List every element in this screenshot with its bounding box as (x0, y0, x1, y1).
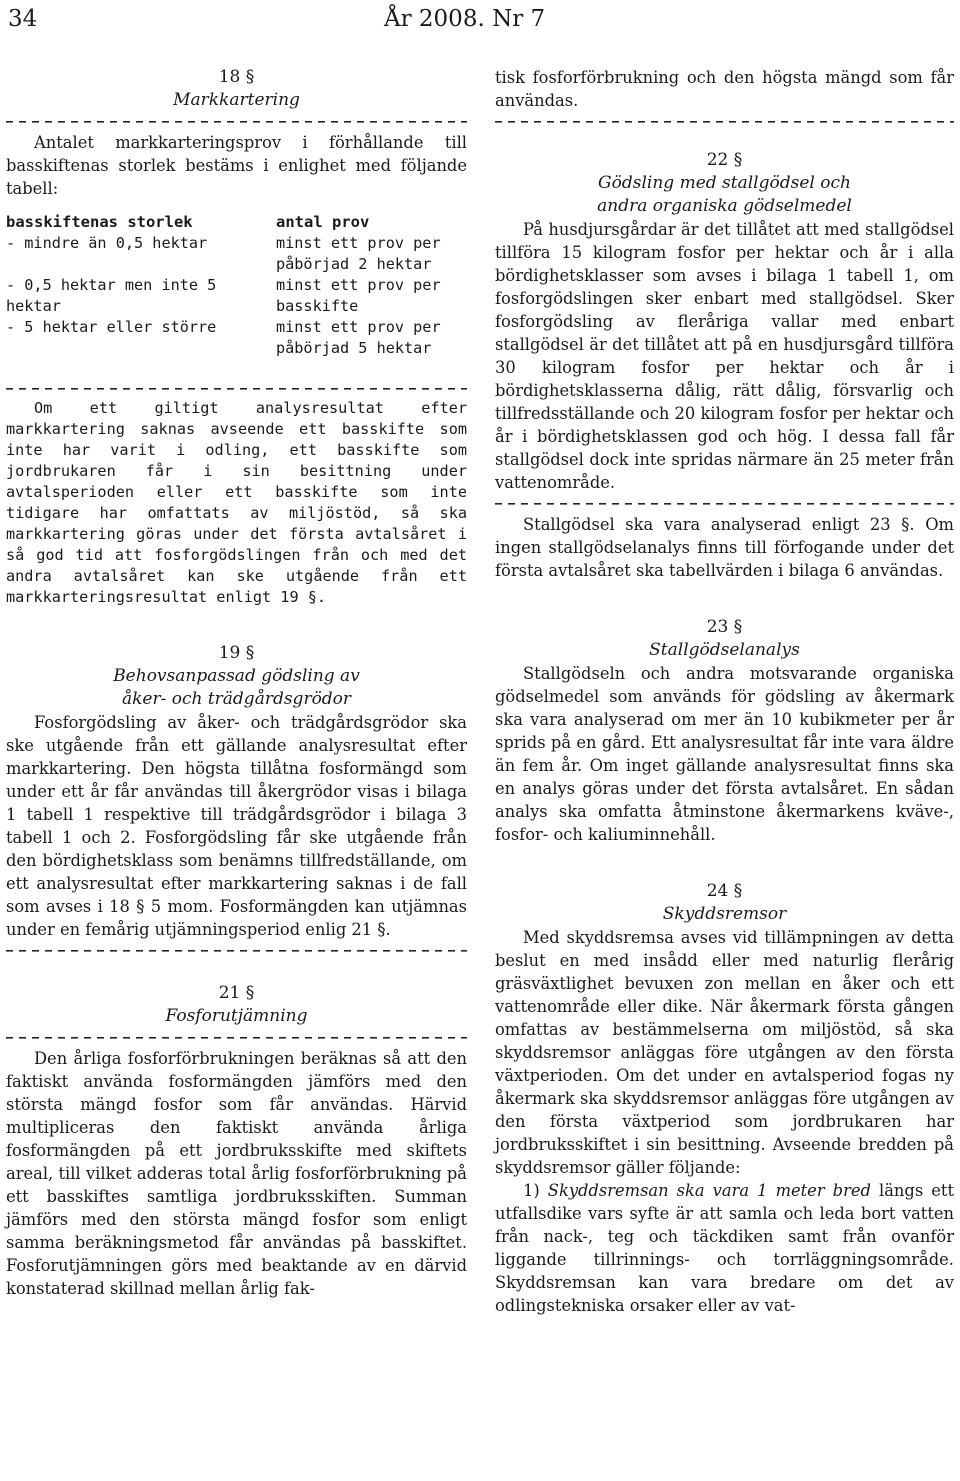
section-18-title: Markkartering (173, 90, 300, 110)
table-cell: - mindre än 0,5 hektar (6, 234, 208, 252)
dashed-divider (6, 1031, 467, 1043)
dashed-divider (495, 115, 954, 127)
table-header-samples: antal prov (276, 213, 370, 231)
section-22-title-line1: Gödsling med stallgödsel och (598, 173, 851, 193)
section-18-number: 18 § (218, 67, 255, 87)
left-column (6, 66, 467, 1300)
table-cell: - 0,5 hektar men inte 5 hektar (6, 276, 217, 315)
page-header (0, 4, 960, 34)
dashed-divider (6, 382, 467, 394)
section-23-number: 23 § (706, 617, 743, 637)
section-24-item-1 (495, 1179, 954, 1317)
section-21-title: Fosforutjämning (165, 1006, 308, 1026)
table-cell: minst ett prov per påbörjad 5 hektar (276, 318, 441, 357)
item-italic-text: Skyddsremsan ska vara 1 meter bred (547, 1181, 871, 1200)
table-row (6, 275, 467, 317)
right-column (495, 66, 954, 1317)
table-row (6, 233, 467, 275)
dashed-divider (495, 497, 954, 509)
section-23-paragraph: Stallgödseln och andra motsvarande organiska gödselmedel som används för gödsling av åkermark ska vara analyserad om mer än 10 kubikmeter per år sprids på en gård. Ett analysresultat får inte vara äldre än fem år. Om inget gällande analysresultat finns ska en analys göras under det första avtalsåret. En sådan analys ska omfatta åtminstone åkermarkens kväve-, fosfor- och kaliuminnehåll. (495, 664, 954, 844)
section-24-title: Skyddsremsor (662, 904, 787, 924)
section-21-paragraph: Den årliga fosforförbrukningen beräknas så att den faktiskt använda fosformängden jämförs med den största mängd fosfor som får användas. Härvid multipliceras den faktiskt använda årliga fosformängden på ett jordbruksskifte med skiftets areal, till vilket adderas total årlig fosforförbrukning på ett basskiftes samtliga jordbruksskiften. Summan jämförs med den största mängd fosfor som enligt samma beräkningsmetod får användas på basskiftet. Fosforutjämningen görs med beaktande av en därvid konstaterad skillnad mellan årlig fak- (6, 1049, 467, 1298)
section-19-number: 19 § (218, 643, 255, 663)
section-18-intro: Antalet markkarteringsprov i förhållande till basskiftenas storlek bestäms i enlighet med följande tabell: (6, 133, 467, 198)
section-22-paragraph: På husdjursgårdar är det tillåtet att med stallgödsel tillföra 15 kilogram fosfor per hektar och år i alla bördighetsklasser som avses i bilaga 1 tabell 1, om fosforgödslingen sker enbart med stallgödsel. Sker fosforgödsling av fleråriga vallar med enbart stallgödsel är det tillåtet att på en husdjursgård tillföra 30 kilogram fosfor per hektar och år i bördighetsklasserna dålig, rätt dålig, försvarlig och tillfredsställande och 20 kilogram fosfor per hektar och år i bördighetsklassen god och hög. I dessa fall får stallgödsel dock inte spridas närmare än 25 meter från vattenområde. (495, 220, 954, 492)
item-text: längs ett utfallsdike vars syfte är att samla och leda bort vatten från nack-, teg och täckdiken samt från ovanför liggande tillrinnings- och torrläggningsområde. Skyddsremsan kan vara bredare om det av odlingstekniska orsaker eller av vat- (495, 1181, 954, 1315)
section-22-title-line2: andra organiska gödselmedel (597, 196, 852, 216)
section-19-title-line2: åker- och trädgårdsgrödor (121, 689, 352, 709)
dashed-divider (6, 115, 467, 127)
section-23-title: Stallgödselanalys (649, 640, 800, 660)
page-number: 34 (8, 6, 38, 32)
section-19-paragraph: Fosforgödsling av åker- och trädgårdsgrödor ska ske utgående från ett gällande analysresultat efter markkartering. Den högsta tillåtna fosformängd som under ett år får användas till åkergrödor visas i bilaga 1 tabell 1 respektive till trädgårdsgrödor i bilaga 3 tabell 1 och 2. Fosforgödsling får ske utgående från den bördighetsklass som benämns tillfredställande, om ett analysresultat efter markkartering saknas i de fall som avses i 18 § 5 mom. Fosformängden kan utjämnas under en femårig utjämningsperiod enlig 21 §. (6, 713, 467, 939)
sample-table (6, 212, 467, 359)
section-19-title-line1: Behovsanpassad gödsling av (113, 666, 360, 686)
table-row (6, 317, 467, 359)
issue-label: År 2008. Nr 7 (384, 6, 546, 32)
table-cell: minst ett prov per påbörjad 2 hektar (276, 234, 441, 273)
item-number: 1) (523, 1181, 540, 1200)
dashed-divider (6, 944, 467, 956)
table-header-size: basskiftenas storlek (6, 213, 193, 231)
section-22-paragraph-2: Stallgödsel ska vara analyserad enligt 23 §. Om ingen stallgödselanalys finns till förfogande under det första avtalsåret ska tabellvärden i bilaga 6 användas. (495, 515, 954, 580)
table-cell: - 5 hektar eller större (6, 318, 217, 336)
section-21-number: 21 § (218, 983, 255, 1003)
table-cell: minst ett prov per basskifte (276, 276, 441, 315)
section-22-number: 22 § (706, 150, 743, 170)
section-21-continuation: tisk fosforförbrukning och den högsta mängd som får användas. (495, 68, 954, 110)
section-24-number: 24 § (706, 881, 743, 901)
section-24-paragraph: Med skyddsremsa avses vid tillämpningen av detta beslut en med insådd eller med naturlig flerårig gräsväxtlighet bevuxen zon mellan en åker och ett vattenområde eller dike. När åkermark första gången omfattas av bestämmelserna om miljöstöd, så ska skyddsremsor anläggas före utgången av den första växtperioden. Om det under en avtalsperiod fogas ny åkermark ska skyddsremsor anläggas före utgången av den första växtperiod som jordbrukaren har jordbruksskiftet i sin besittning. Avseende bredden på skyddsremsor gäller följande: (495, 928, 954, 1177)
section-18-paragraph: Om ett giltigt analysresultat efter markkartering saknas avseende ett basskifte som inte har varit i odling, ett basskifte som jordbrukaren får i sin besittning under avtalsperioden eller ett basskifte som inte tidigare har omfattats av miljöstöd, så ska markkartering göras under det första avtalsåret i så god tid att fosforgödslingen från och med det andra avtalsåret kan ske utgående från ett markkarteringsresultat enligt 19 §. (6, 399, 467, 606)
